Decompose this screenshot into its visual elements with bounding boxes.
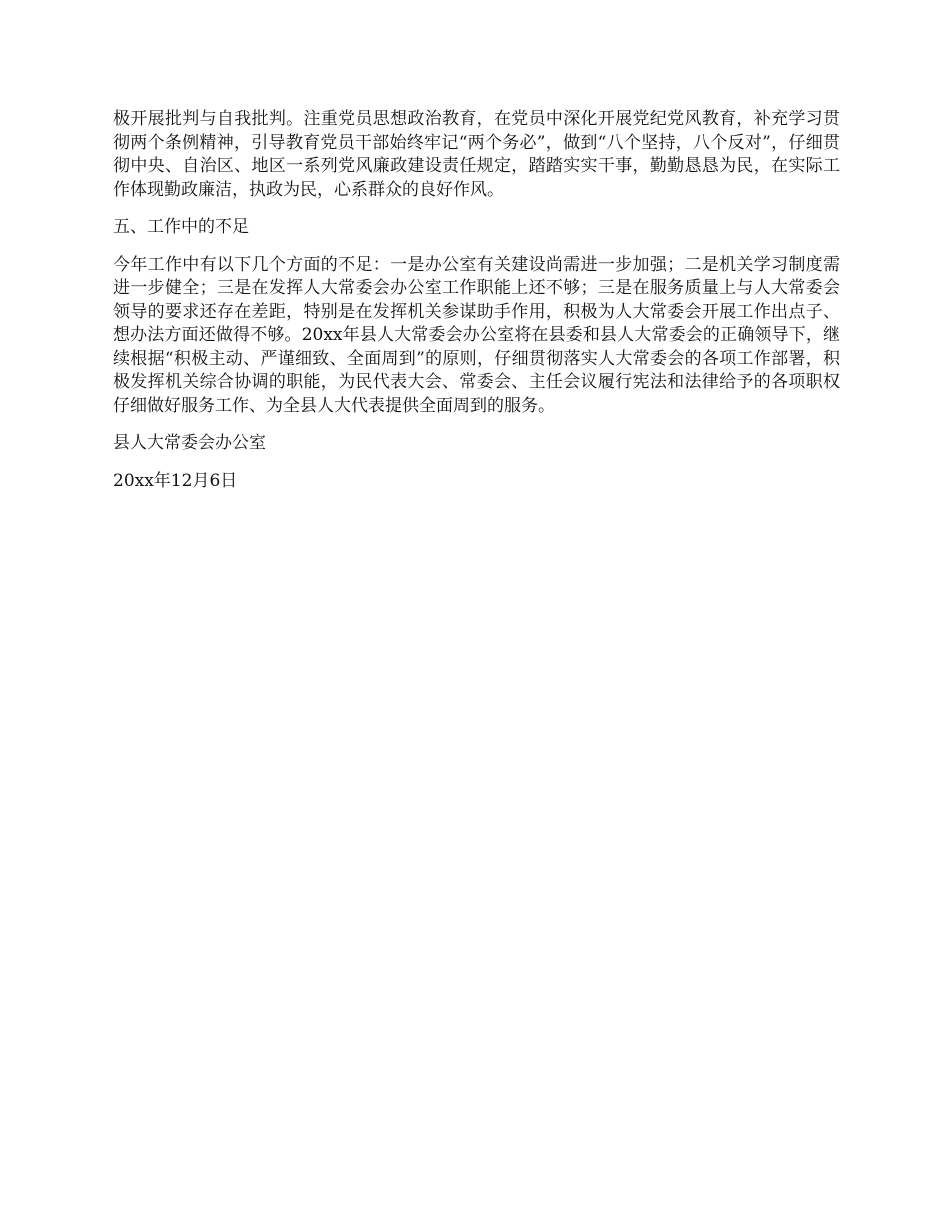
body-paragraph-party-conduct: 极开展批判与自我批判。注重党员思想政治教育，在党员中深化开展党纪党风教育，补充学习贯彻两个条例精神，引导教育党员干部始终牢记“两个务必”，做到“八个坚持，八个反对”，仔细贯彻中央、自治区、地区一系列党风廉政建设责任规定，踏踏实实干事，勤勤恳恳为民，在实际工作体现勤政廉洁，执政为民，心系群众的良好作风。 [113,109,840,200]
document-page [113,108,840,507]
section-heading-shortcomings: 五、工作中的不足 [113,217,249,237]
signature-office: 县人大常委会办公室 [113,433,266,453]
body-paragraph-shortcomings: 今年工作中有以下几个方面的不足：一是办公室有关建设尚需进一步加强；二是机关学习制度需进一步健全；三是在发挥人大常委会办公室工作职能上还不够；三是在服务质量上与人大常委会领导的要求还存在差距，特别是在发挥机关参谋助手作用，积极为人大常委会开展工作出点子、想办法方面还做得不够。20xx年县人大常委会办公室将在县委和县人大常委会的正确领导下，继续根据“积极主动、严谨细致、全面周到”的原则，仔细贯彻落实人大常委会的各项工作部署，积极发挥机关综合协调的职能，为民代表大会、常委会、主任会议履行宪法和法律给予的各项职权仔细做好服务工作、为全县人大代表提供全面周到的服务。 [113,254,840,416]
signature-date: 20xx年12月6日 [113,470,238,491]
